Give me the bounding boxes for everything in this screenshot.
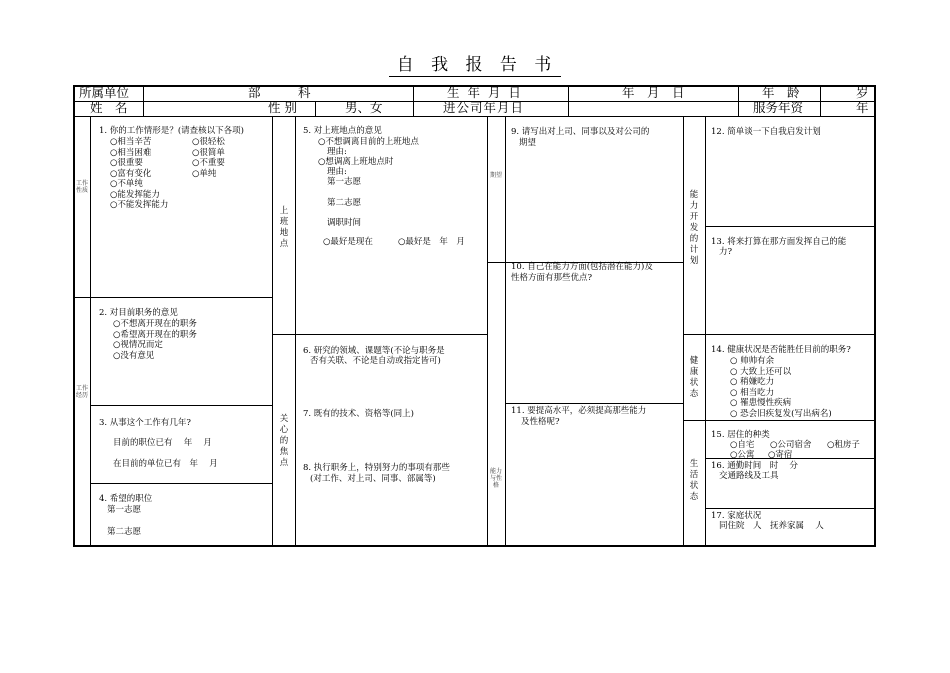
q4-first-choice[interactable]: 第一志愿 xyxy=(107,505,142,515)
q5-opt-stay[interactable]: ○不想调离目前的上班地点 xyxy=(318,137,419,147)
q13-text: 13. 将来打算在那方面发挥自己的能 xyxy=(711,237,847,247)
q5-opt-move[interactable]: ○想调离上班地点时 xyxy=(318,157,394,167)
q2-option[interactable]: ○希望离开现在的职务 xyxy=(113,329,197,340)
frame-left xyxy=(73,85,75,547)
hdr-v10 xyxy=(738,101,739,116)
div-col5-a xyxy=(705,226,875,227)
hdr-v1 xyxy=(143,86,144,101)
hdr-v11 xyxy=(820,101,821,116)
q14-option[interactable]: ○ 大致上还可以 xyxy=(730,366,792,377)
q1-option[interactable]: ○相当辛苦 xyxy=(110,137,152,147)
q5-reason2: 理由: xyxy=(327,167,347,177)
q1-option[interactable]: ○很轻松 xyxy=(192,137,225,147)
q1-option[interactable]: ○单纯 xyxy=(192,168,217,179)
q14-option[interactable]: ○ 相当吃力 xyxy=(730,387,775,398)
frame-bottom xyxy=(73,545,876,547)
age-label: 年 龄 xyxy=(762,85,800,100)
q11-text-2: 及性格呢? xyxy=(521,417,560,427)
q5-best-later[interactable]: ○最好是 年 月 xyxy=(398,237,465,247)
q15-option-dorm[interactable]: ○公司宿舍 xyxy=(770,440,812,450)
q6-text-2: 否有关联、不论是自动或指定皆可) xyxy=(310,356,441,366)
q8-text-2: (对工作、对上司、同事、部属等) xyxy=(310,474,436,484)
q1-option[interactable]: ○富有变化 xyxy=(110,168,152,179)
q16-sub: 交通路线及工具 xyxy=(719,471,779,481)
q2-option[interactable]: ○不想离开现在的职务 xyxy=(113,319,197,329)
div-col5-c xyxy=(683,420,875,421)
body-v6 xyxy=(683,116,684,546)
hdr-v9 xyxy=(568,101,569,116)
div-col1-c xyxy=(90,483,273,484)
div-col4-b xyxy=(505,403,684,404)
side-label-health: 健康状态 xyxy=(689,356,699,399)
q1-option[interactable]: ○不单纯 xyxy=(110,179,143,189)
div-col5-e xyxy=(705,508,875,509)
q1-option[interactable]: ○不能发挥能力 xyxy=(110,200,169,210)
frame-right xyxy=(874,85,876,547)
q8-text: 8. 执行职务上，特别努力的事项有那些 xyxy=(303,463,450,473)
service-unit: 年 xyxy=(856,100,869,115)
q17-sub: 同住院 人 抚养家属 人 xyxy=(719,521,824,531)
name-label: 姓 名 xyxy=(90,100,128,115)
q3-unit-years[interactable]: 在目前的单位已有 年 月 xyxy=(113,459,218,469)
q2-option[interactable]: ○视情况而定 xyxy=(113,340,163,350)
hdr-v4 xyxy=(738,86,739,101)
q2-option[interactable]: ○没有意见 xyxy=(113,350,155,361)
q9-text-2: 期望 xyxy=(519,138,537,148)
body-v7 xyxy=(705,116,706,546)
q7-text: 7. 既有的技术、资格等(同上) xyxy=(303,409,414,419)
header-bottom xyxy=(73,116,876,117)
hdr-v6 xyxy=(143,101,144,116)
q1-left-options[interactable] xyxy=(110,137,168,211)
q6-text: 6. 研究的领域、课题等(不论与职务是 xyxy=(303,346,445,356)
q1-option[interactable]: ○相当困难 xyxy=(110,147,152,158)
service-label: 服务年资 xyxy=(753,100,804,115)
body-v1 xyxy=(90,116,91,546)
unit-label: 所属单位 xyxy=(79,85,130,100)
q5-reason1: 理由: xyxy=(327,147,347,157)
body-v4 xyxy=(487,116,488,546)
div-col5-b xyxy=(683,334,875,335)
q1-option[interactable]: ○能发挥能力 xyxy=(110,189,160,200)
body-v2 xyxy=(272,116,273,546)
form-title: 自 我 报 告 书 xyxy=(0,50,950,75)
q14-option[interactable]: ○ 罹患慢性疾病 xyxy=(730,398,792,408)
q1-option[interactable]: ○很重要 xyxy=(110,158,143,168)
q4-text: 4. 希望的职位 xyxy=(99,494,153,504)
q14-option[interactable]: ○ 稍嫌吃力 xyxy=(730,377,775,387)
side-label-work-history: 工作经历 xyxy=(76,385,89,399)
q5-text: 5. 对上班地点的意见 xyxy=(303,126,382,136)
side-label-work-nature: 工作性质 xyxy=(76,180,89,194)
q5-transfer-time: 调职时间 xyxy=(327,218,362,228)
q15-option-apartment[interactable]: ○公寓 xyxy=(730,450,755,460)
q5-second-choice[interactable]: 第二志愿 xyxy=(327,198,362,208)
hdr-v2 xyxy=(413,86,414,101)
q1-text: 1. 你的工作情形是？(请查核以下各项) xyxy=(99,126,244,136)
q13-text-2: 力? xyxy=(719,247,733,257)
hdr-v3 xyxy=(568,86,569,101)
hdr-v5 xyxy=(820,86,821,101)
q14-option[interactable]: ○ 恐会旧疾复发(写出病名) xyxy=(730,408,832,419)
side-label-life: 生活状态 xyxy=(689,459,699,502)
join-date-label: 进公司年月日 xyxy=(443,100,525,115)
q3-position-years[interactable]: 目前的职位已有 年 月 xyxy=(113,438,212,448)
q14-text: 14. 健康状况是否能胜任目前的职务? xyxy=(711,345,851,355)
q2-text: 2. 对目前职务的意见 xyxy=(99,308,178,318)
side-label-expectation: 期望 xyxy=(490,172,503,179)
side-label-ability-plan: 能力开发的计划 xyxy=(689,190,699,266)
age-unit: 岁 xyxy=(856,85,869,100)
dept-field[interactable]: 部 科 xyxy=(248,85,311,100)
q5-best-now[interactable]: ○最好是现在 xyxy=(323,237,373,247)
q15-option-boarding[interactable]: ○寄宿 xyxy=(768,450,793,460)
body-v3 xyxy=(295,116,296,546)
side-label-focus: 关心的焦点 xyxy=(279,414,289,468)
div-col2-a xyxy=(272,334,488,335)
q17-text: 17. 家庭状况 xyxy=(711,511,762,521)
q5-first-choice[interactable]: 第一志愿 xyxy=(327,177,362,187)
hdr-v7 xyxy=(315,101,316,116)
q10-text: 10. 自己在能力方面(包括潜在能力)及 xyxy=(511,262,653,272)
gender-label: 性 别 xyxy=(268,100,297,115)
q15-option-rent[interactable]: ○租房子 xyxy=(827,440,860,450)
q12-text: 12. 简单谈一下自我启发计划 xyxy=(711,127,821,137)
q4-second-choice[interactable]: 第二志愿 xyxy=(107,527,142,537)
body-v5 xyxy=(505,116,506,546)
q16-text: 16. 通勤时间 时 分 xyxy=(711,461,798,471)
birth-label: 生 年 月 日 xyxy=(447,85,523,100)
q2-options[interactable] xyxy=(113,319,197,361)
side-label-ability: 能力与性格 xyxy=(490,468,503,489)
q14-option[interactable]: ○ 帅帅有余 xyxy=(730,356,775,366)
q1-right-options[interactable] xyxy=(192,137,225,179)
q10-text-2: 性格方面有那些优点? xyxy=(511,273,593,283)
q15-text: 15. 居住的种类 xyxy=(711,430,770,440)
q15-option-home[interactable]: ○自宅 xyxy=(730,440,755,450)
q1-option[interactable]: ○很简单 xyxy=(192,147,225,158)
q1-option[interactable]: ○不重要 xyxy=(192,158,225,168)
div-col1-a xyxy=(73,297,273,298)
hdr-v8 xyxy=(413,101,414,116)
div-col1-b xyxy=(90,405,273,406)
q9-text: 9. 请写出对上司、同事以及对公司的 xyxy=(511,127,650,137)
date-field[interactable]: 年 月 日 xyxy=(622,85,685,100)
q11-text: 11. 要提高水平，必须提高那些能力 xyxy=(511,406,647,416)
side-label-location: 上班地点 xyxy=(279,206,289,249)
gender-options[interactable]: 男、女 xyxy=(345,100,383,115)
q3-text: 3. 从事这个工作有几年? xyxy=(99,418,191,428)
q14-options[interactable] xyxy=(730,356,832,419)
